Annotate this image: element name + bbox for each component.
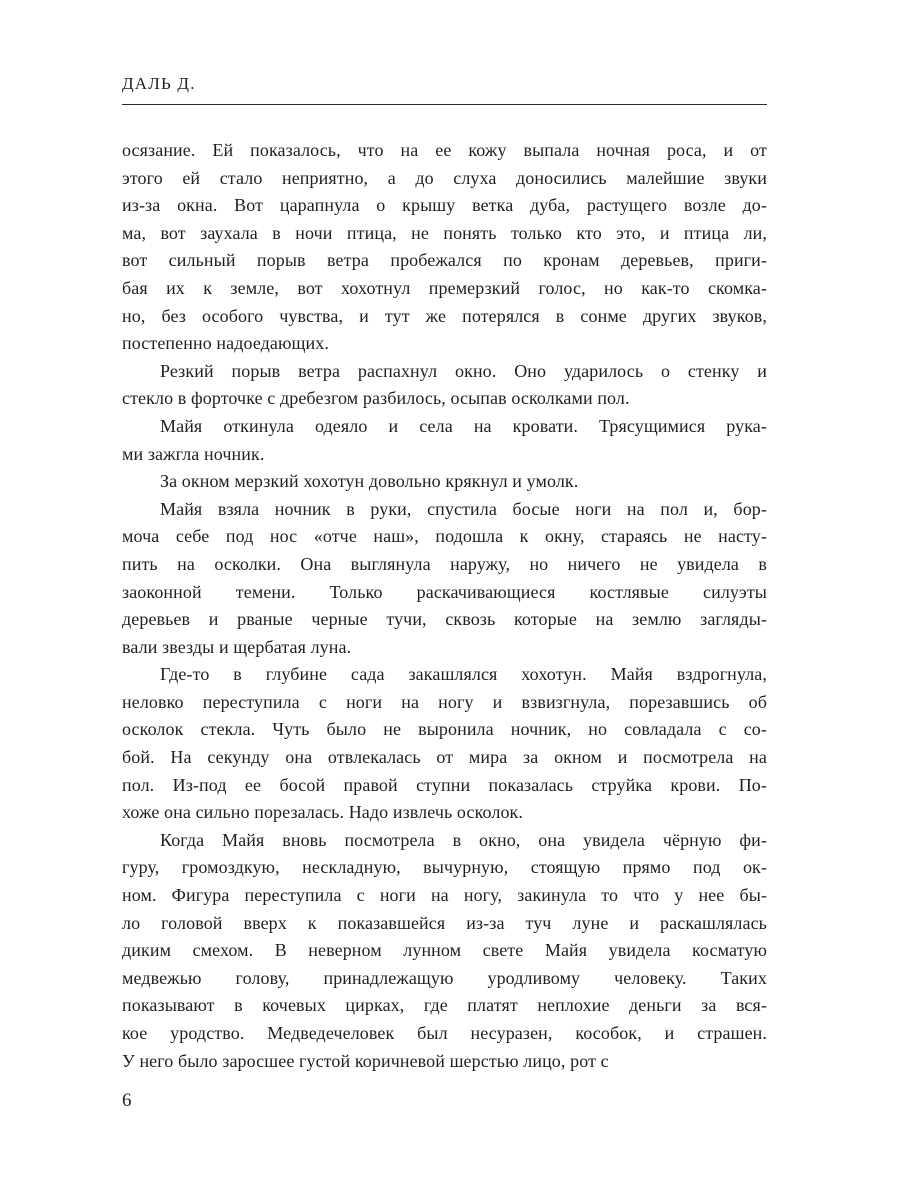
page-number: 6: [122, 1090, 132, 1111]
paragraph: [122, 468, 767, 496]
paragraph: [122, 413, 767, 468]
text-line: показывают в кочевых цирках, где платят неплохие деньги за вся-: [122, 995, 767, 1016]
text-line: хоже она сильно порезалась. Надо извлечь осколок.: [122, 802, 523, 823]
header-rule: [122, 104, 767, 105]
text-line: этого ей стало неприятно, а до слуха доносились малейшие звуки: [122, 167, 767, 188]
text-line: стекло в форточке с дребезгом разбилось, осыпав осколками пол.: [122, 388, 630, 409]
paragraph: [122, 827, 767, 1075]
text-line: вали звезды и щербатая луна.: [122, 636, 352, 657]
text-line: Майя откинула одеяло и села на кровати. Трясущимися рука-: [160, 415, 767, 436]
text-line: диким смехом. В неверном лунном свете Майя увидела косматую: [122, 940, 767, 961]
text-line: постепенно надоедающих.: [122, 333, 329, 354]
text-line: ном. Фигура переступила с ноги на ногу, закинула то что у нее бы-: [122, 885, 767, 906]
paragraph: [122, 661, 767, 827]
text-line: осколок стекла. Чуть было не выронила ночник, но совладала с со-: [122, 719, 767, 740]
text-line: осязание. Ей показалось, что на ее кожу выпала ночная роса, и от: [122, 140, 767, 160]
text-line: пол. Из-под ее босой правой ступни показалась струйка крови. По-: [122, 774, 767, 795]
text-line: ло головой вверх к показавшейся из-за туч луне и раскашлялась: [122, 912, 767, 933]
text-line: пить на осколки. Она выглянула наружу, но ничего не увидела в: [122, 553, 767, 574]
text-line: моча себе под нос «отче наш», подошла к окну, стараясь не насту-: [122, 526, 767, 547]
text-line: Когда Майя вновь посмотрела в окно, она увидела чёрную фи-: [160, 829, 767, 850]
text-line: бая их к земле, вот хохотнул премерзкий голос, но как-то скомка-: [122, 277, 767, 298]
paragraph: [122, 137, 767, 358]
text-line: медвежью голову, принадлежащую уродливому человеку. Таких: [122, 967, 767, 988]
text-line: гуру, громоздкую, нескладную, вычурную, стоящую прямо под ок-: [122, 857, 767, 878]
text-line: деревьев и рваные черные тучи, сквозь которые на землю загляды-: [122, 609, 767, 630]
text-line: Где-то в глубине сада закашлялся хохотун. Майя вздрогнула,: [160, 664, 767, 685]
text-line: За окном мерзкий хохотун довольно крякнул и умолк.: [160, 471, 579, 492]
text-line: заоконной темени. Только раскачивающиеся костлявые силуэты: [122, 581, 767, 602]
paragraph: [122, 496, 767, 662]
text-line: вот сильный порыв ветра пробежался по кронам деревьев, приги-: [122, 250, 767, 271]
text-line: бой. На секунду она отвлекалась от мира за окном и посмотрела на: [122, 747, 767, 768]
page-body: [122, 137, 767, 1075]
text-line: ма, вот заухала в ночи птица, не понять только кто это, и птица ли,: [122, 222, 767, 243]
text-line: Резкий порыв ветра распахнул окно. Оно ударилось о стенку и: [160, 360, 767, 381]
text-line: ми зажгла ночник.: [122, 443, 265, 464]
text-line: кое уродство. Медведечеловек был несуразен, кособок, и страшен.: [122, 1023, 767, 1043]
text-line: Майя взяла ночник в руки, спустила босые ноги на пол и, бор-: [160, 498, 767, 519]
text-line: неловко переступила с ноги на ногу и взвизгнула, порезавшись об: [122, 691, 767, 712]
running-header: ДАЛЬ Д.: [122, 74, 196, 93]
text-line: но, без особого чувства, и тут же потерялся в сонме других звуков,: [122, 305, 767, 326]
text-line: У него было заросшее густой коричневой шерстью лицо, рот с: [122, 1050, 609, 1071]
paragraph: [122, 358, 767, 413]
text-line: из-за окна. Вот царапнула о крышу ветка дуба, растущего возле до-: [122, 195, 767, 216]
